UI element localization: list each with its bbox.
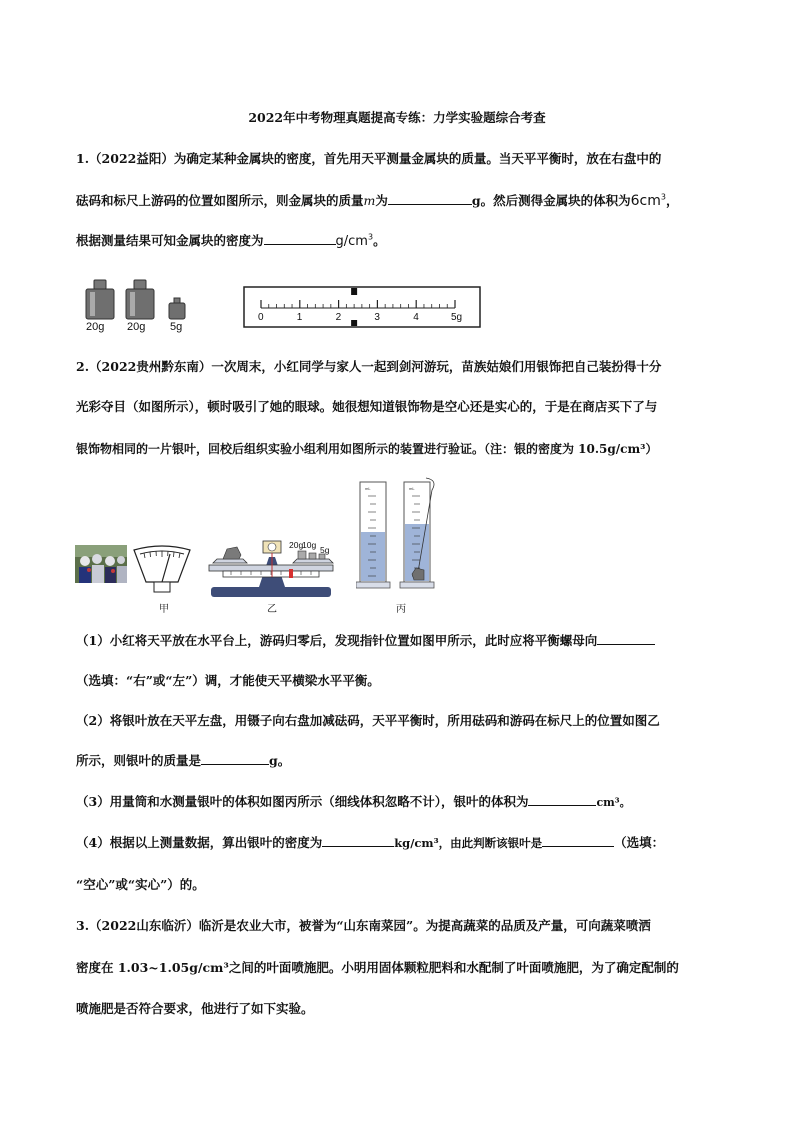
cylinder-before [356,482,390,588]
scale-tick-label: 1 [296,312,303,323]
q1-text: 根据测量结果可知金属块的密度为 [76,233,264,248]
right-pan [293,559,333,563]
q1-line-3 [76,232,736,251]
q2-line-1: 2.（2022贵州黔东南）一次周末，小红同学与家人一起到剑河游玩，苗族姑娘们用银饰把自己装扮得十分 [76,359,662,374]
q1-text: 为 [375,193,388,208]
silver-costume-photo [75,545,127,583]
q1-line-1: 1.（2022益阳）为确定某种金属块的密度，首先用天平测量金属块的质量。当天平平衡时，放在右盘中的 [76,151,662,166]
weight-label: 20g [86,321,105,333]
q2-line-2: 光彩夺目（如图所示），顿时吸引了她的眼球。她很想知道银饰物是空心还是实心的，于是在商店买下了与 [76,399,658,414]
q1-var-m: m [363,193,376,208]
q2-sub1-line-2: （选填：“右”或“左”）调，才能使天平横梁水平平衡。 [76,673,380,688]
q2-sub4-line-2: “空心”或“实心”）的。 [76,877,205,892]
cylinder-after [400,478,434,588]
rider-top [351,288,357,295]
q2-sub4-line-1 [76,834,736,852]
q1-volume-value: 6cm [630,193,661,209]
caption-jia: 甲 [159,604,169,615]
page-title: 2022年中考物理真题提高专练：力学实验题综合考查 [248,110,546,125]
balance-weight-label: 10g [302,540,317,550]
q2-mass-blank[interactable] [201,752,269,765]
balance-beam [209,565,333,571]
rider-bottom [351,320,357,326]
q2-text: （选填： [614,835,665,850]
balance-rider [289,569,293,578]
q2-text: （1）小红将天平放在水平台上，游码归零后，发现指针位置如图甲所示，此时应将平衡螺母向 [76,633,598,648]
q1-text: ， [665,193,679,208]
scale-tick-label: 5g [451,312,463,323]
svg-text:mL: mL [365,486,371,491]
lever-balance-figure [205,535,337,601]
q2-sub3-line [76,793,736,812]
q1-density-unit: $g/cm^3$ [335,232,374,249]
q2-text: 所示，则银叶的质量是 [76,753,202,768]
q3-line-3: 喷施肥是否符合要求，他进行了如下实验。 [76,1001,314,1016]
scale-tick-label: 3 [374,312,380,323]
weight-label: 20g [127,321,146,333]
q1-mass-blank[interactable] [388,192,472,205]
weight-20g-2 [126,280,154,319]
q1-density-unit-text: g/cm [335,234,368,249]
weight-5g [169,298,185,319]
q2-hollow-solid-blank[interactable] [542,834,614,847]
pan-weight-10g [309,553,316,559]
pan-weight-20g [298,551,306,559]
q2-line-3: 银饰物相同的一片银叶，回校后组织实验小组利用如图所示的装置进行验证。（注：银的密度为 10.5g/cm³） [76,442,658,456]
silver-leaf-sample [223,547,241,559]
q2-sub1-line-1 [76,632,736,650]
q2-volume-blank[interactable] [528,793,596,806]
q1-volume: $6cm^3$ [630,192,666,209]
balance-pointer-dial [132,544,192,596]
q3-line-1: 3.（2022山东临沂）临沂是农业大市，被誉为“山东南菜园”。为提高蔬菜的品质及产量，可向蔬菜喷洒 [76,918,651,933]
q1-density-blank[interactable] [264,232,336,245]
balance-base [211,587,331,597]
q2-text: g。 [269,753,291,768]
balance-weight-label: 20g [289,540,304,550]
weight-label: 5g [170,321,183,333]
svg-text:mL: mL [409,486,415,491]
q1-text: g。然后测得金属块的体积为 [471,193,631,208]
measuring-cylinders-figure [356,476,442,594]
q3-line-2: 密度在 1.03~1.05g/cm³之间的叶面喷施肥。小明用固体颗粒肥料和水配制了叶面喷施肥，为了确定配制的 [76,960,679,975]
q2-density-blank[interactable] [322,834,394,847]
q1-text: 。 [373,233,386,248]
q2-sub2-line-1: （2）将银叶放在天平左盘，用镊子向右盘加减砝码，天平平衡时，所用砝码和游码在标尺上的位置如图乙 [76,713,660,728]
left-pan [213,559,247,563]
scale-tick-label: 0 [258,312,264,323]
q2-text: （3）用量筒和水测量银叶的体积如图丙所示（细线体积忽略不计），银叶的体积为 [76,794,529,809]
caption-yi: 乙 [267,604,277,615]
q1-rider-scale [243,286,483,330]
water-level-before [361,532,385,581]
balance-weight-label: 5g [320,545,330,555]
caption-bing: 丙 [396,604,406,615]
q1-text: 砝码和标尺上游码的位置如图所示，则金属块的质量 [76,193,364,208]
q1-line-2 [76,192,736,210]
q2-text: kg/cm³，由此判断该银叶是 [394,836,543,850]
scale-tick-label: 4 [413,312,419,323]
scale-tick-label: 2 [335,312,342,323]
q2-text: cm³。 [596,796,631,809]
q2-text: （4）根据以上测量数据，算出银叶的密度为 [76,835,323,850]
weight-20g-1 [86,280,114,319]
q2-direction-blank[interactable] [597,632,655,645]
q2-sub2-line-2 [76,752,736,770]
